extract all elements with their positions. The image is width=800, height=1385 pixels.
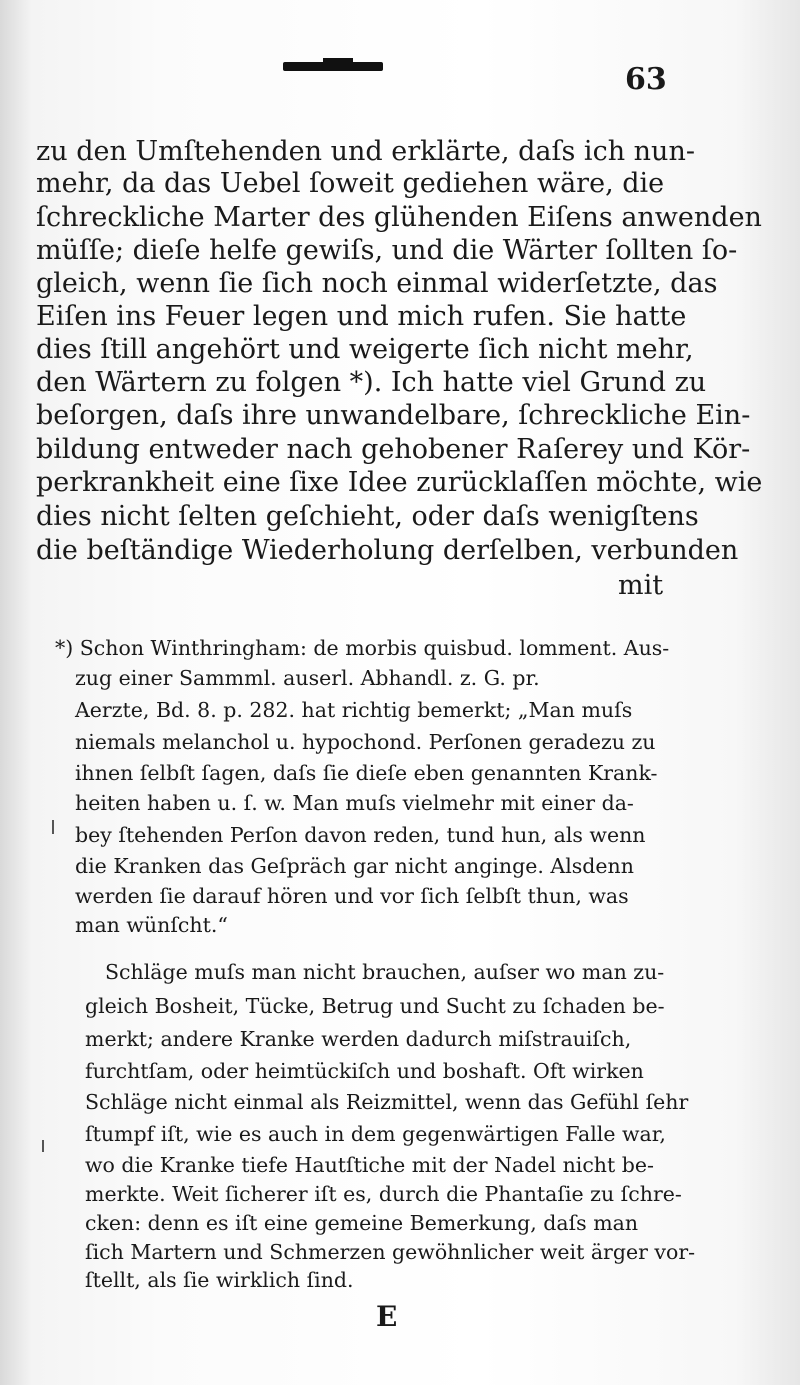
main-text-line: gleich, wenn ſie ſich noch einmal widerſetzte, das bbox=[36, 268, 718, 299]
footnote-line: zug einer Sammml. auserl. Abhandl. z. G. pr. bbox=[75, 666, 540, 690]
margin-mark bbox=[52, 820, 54, 834]
main-text-line: ſchreckliche Marter des glühenden Eiſens anwenden bbox=[36, 202, 762, 233]
paragraph-line: ſich Martern und Schmerzen gewöhnlicher weit ärger vor- bbox=[85, 1240, 696, 1264]
footnote-line: *) Schon Winthringham: de morbis quisbud. lomment. Aus- bbox=[55, 636, 670, 660]
paragraph-line: ſtumpf iſt, wie es auch in dem gegenwärtigen Falle war, bbox=[85, 1122, 666, 1146]
footnote-line: die Kranken das Geſpräch gar nicht anginge. Alsdenn bbox=[75, 854, 634, 878]
footnote-line: werden ſie darauf hören und vor ſich ſelbſt thun, was bbox=[75, 884, 629, 908]
main-text-line: Eiſen ins Feuer legen und mich rufen. Sie hatte bbox=[36, 301, 687, 332]
paragraph-line: ſtellt, als ſie wirklich ſind. bbox=[85, 1268, 354, 1292]
footnote-line: heiten haben u. ſ. w. Man muſs vielmehr mit einer da- bbox=[75, 791, 634, 815]
catchword: mit bbox=[618, 570, 664, 601]
footnote-line: ihnen ſelbſt ſagen, daſs ſie dieſe eben genannten Krank- bbox=[75, 761, 658, 785]
main-text-line: dies nicht ſelten geſchieht, oder daſs wenigſtens bbox=[36, 501, 699, 532]
paragraph-line: furchtſam, oder heimtückiſch und boshaft. Oft wirken bbox=[85, 1059, 644, 1083]
main-text-line: die beſtändige Wiederholung derſelben, verbunden bbox=[36, 535, 739, 566]
paragraph-line: merkt; andere Kranke werden dadurch miſstrauiſch, bbox=[85, 1027, 632, 1051]
paragraph-line: wo die Kranke tiefe Hautſtiche mit der Nadel nicht be- bbox=[85, 1153, 654, 1177]
main-text-line: bildung entweder nach gehobener Raſerey und Kör- bbox=[36, 434, 751, 465]
header-rule bbox=[283, 62, 383, 71]
footnote-line: niemals melanchol u. hypochond. Perſonen geradezu zu bbox=[75, 730, 656, 754]
paragraph-line: Schläge muſs man nicht brauchen, auſser wo man zu- bbox=[105, 960, 665, 984]
main-text-line: den Wärtern zu folgen *). Ich hatte viel Grund zu bbox=[36, 367, 707, 398]
main-text-line: dies ſtill angehört und weigerte ſich nicht mehr, bbox=[36, 334, 694, 365]
page-number: 63 bbox=[625, 62, 667, 97]
footnote-line: man wünſcht.“ bbox=[75, 913, 228, 937]
footnote-line: Aerzte, Bd. 8. p. 282. hat richtig bemerkt; „Man muſs bbox=[75, 698, 633, 722]
main-text-line: müſſe; dieſe helfe gewiſs, und die Wärter ſollten ſo- bbox=[36, 235, 738, 266]
paragraph-line: cken: denn es iſt eine gemeine Bemerkung, daſs man bbox=[85, 1211, 639, 1235]
paragraph-line: merkte. Weit ſicherer iſt es, durch die Phantaſie zu ſchre- bbox=[85, 1182, 682, 1206]
paragraph-line: Schläge nicht einmal als Reizmittel, wenn das Gefühl ſehr bbox=[85, 1090, 689, 1114]
margin-mark bbox=[42, 1140, 44, 1152]
main-text-line: mehr, da das Uebel ſoweit gediehen wäre, die bbox=[36, 168, 665, 199]
signature-mark: E bbox=[376, 1300, 398, 1333]
main-text-line: zu den Umſtehenden und erklärte, daſs ich nun- bbox=[36, 136, 695, 167]
main-text-line: perkrankheit eine ſixe Idee zurücklaſſen möchte, wie bbox=[36, 467, 763, 498]
main-text-line: beſorgen, daſs ihre unwandelbare, ſchreckliche Ein- bbox=[36, 400, 751, 431]
footnote-line: bey ſtehenden Perſon davon reden, tund hun, als wenn bbox=[75, 823, 646, 847]
paragraph-line: gleich Bosheit, Tücke, Betrug und Sucht zu ſchaden be- bbox=[85, 994, 665, 1018]
